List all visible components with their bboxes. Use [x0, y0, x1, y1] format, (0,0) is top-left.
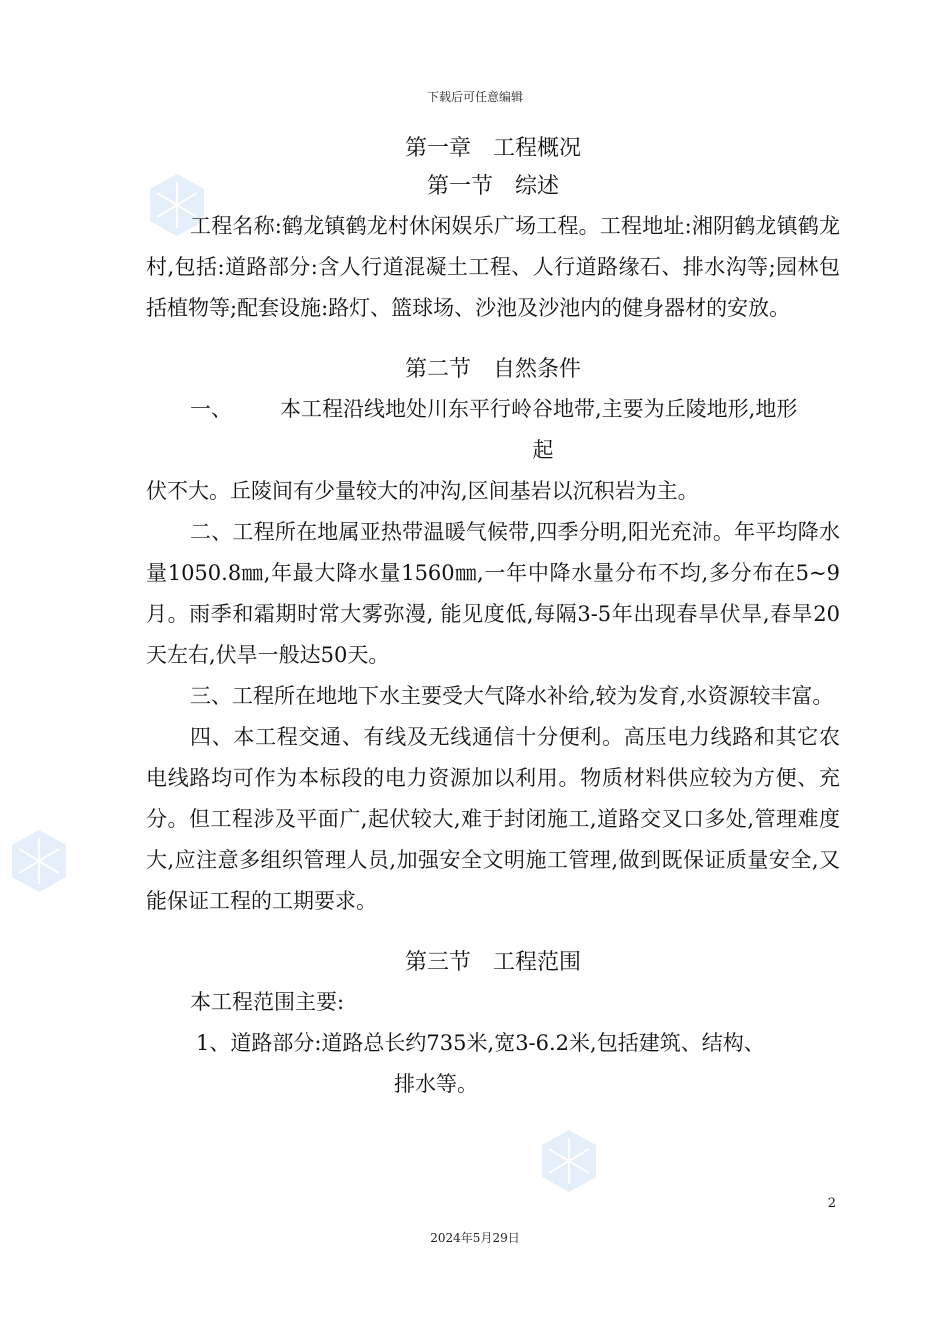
item1-label: 一、 [190, 397, 232, 421]
section-title-1: 第一节 综述 [426, 174, 559, 199]
section2-item1-line2: 起 [532, 438, 554, 462]
section3-intro: 本工程范围主要: [190, 990, 345, 1014]
section2-item1-line3: 伏不大。丘陵间有少量较大的冲沟,区间基岩以沉积岩为主。 [146, 479, 699, 503]
page-footer-date: 2024年5月29日 [430, 1231, 520, 1245]
item1-text: 本工程沿线地处川东平行岭谷地带,主要为丘陵地形,地形 [280, 397, 798, 421]
section-title-3: 第三节 工程范围 [404, 950, 581, 975]
section3-item1-line1: 1、道路部分:道路总长约735米,宽3-6.2米,包括建筑、结构、 [196, 1031, 765, 1055]
page-number: 2 [827, 1196, 836, 1211]
page-header: 下载后可任意编辑 [426, 90, 523, 104]
section2-item1-line1 [146, 389, 840, 430]
snowflake-watermark-icon [536, 1128, 602, 1194]
document-body [146, 130, 840, 1105]
section2-item4: 四、本工程交通、有线及无线通信十分便利。高压电力线路和其它农电线路均可作为本标段的电力资源加以利用。物质材料供应较为方便、充分。但工程涉及平面广,起伏较大,难于封闭施工,道路交叉口多处,管理难度大,应注意多组织管理人员,加强安全文明施工管理,做到既保证质量安全,又能保证工程的工期要求。 [146, 725, 840, 913]
section2-item2: 二、工程所在地属亚热带温暖气候带,四季分明,阳光充沛。年平均降水量1050.8㎜,年最大降水量1560㎜,一年中降水量分布不均,多分布在5~9月。雨季和霜期时常大雾弥漫, 能见度低,每隔3-5年出现春旱伏旱,春旱20天左右,伏旱一般达50天。 [146, 520, 840, 667]
chapter-title: 第一章 工程概况 [404, 136, 581, 161]
snowflake-watermark-icon [6, 828, 72, 894]
section1-paragraph: 工程名称:鹤龙镇鹤龙村休闲娱乐广场工程。工程地址:湘阴鹤龙镇鹤龙村,包括:道路部分:含人行道混凝土工程、人行道路缘石、排水沟等;园林包括植物等;配套设施:路灯、篮球场、沙池及沙池内的健身器材的安放。 [146, 214, 840, 320]
section-title-2: 第二节 自然条件 [404, 357, 581, 382]
section2-item3: 三、工程所在地地下水主要受大气降水补给,较为发育,水资源较丰富。 [190, 684, 834, 708]
section3-item1-line2: 排水等。 [394, 1072, 478, 1096]
